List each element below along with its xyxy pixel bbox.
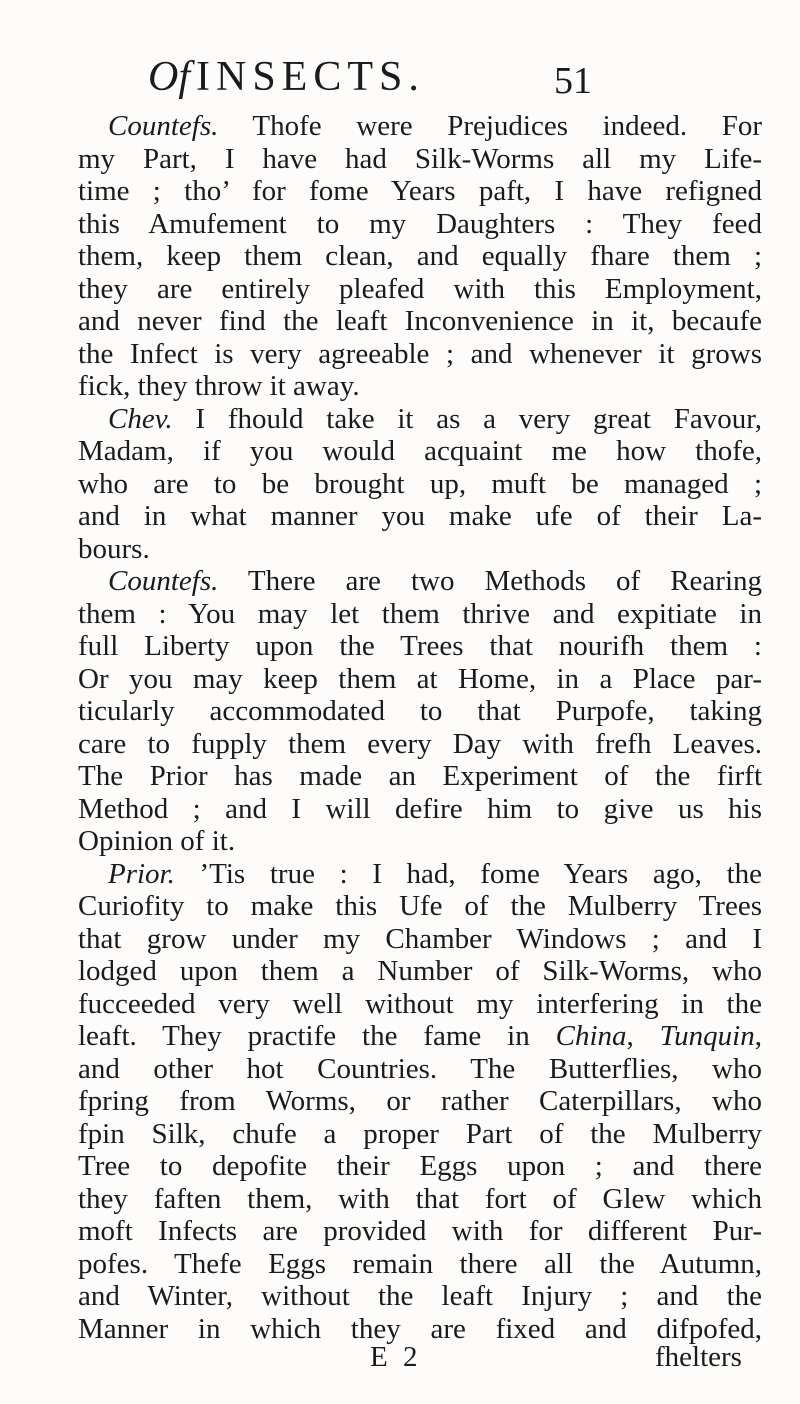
text-line: [78, 630, 762, 663]
place-name: China: [555, 1020, 627, 1052]
text-line: [78, 793, 762, 826]
text-line: [78, 143, 762, 176]
line-text: pofes. Thefe Eggs remain there all the Autumn,: [78, 1247, 762, 1280]
line-text: they faften them, with that fort of Glew which: [78, 1182, 762, 1215]
line-text: and never find the leaft Inconvenience in it, becaufe: [78, 305, 762, 337]
text-line: [78, 760, 762, 793]
line-text: my Part, I have had Silk-Worms all my Life-: [78, 142, 762, 175]
text-line: [78, 1248, 762, 1281]
running-head-of: Of: [148, 54, 190, 100]
line-text: Manner in which they are fixed and difpofed,: [78, 1312, 762, 1345]
line-text: The Prior has made an Experiment of the firft: [78, 760, 762, 792]
line-text: fpring from Worms, or rather Caterpillars, who: [78, 1085, 762, 1117]
text-line: [78, 728, 762, 761]
text-line: [78, 1183, 762, 1216]
text-line: [78, 1085, 762, 1118]
text-line: [78, 1053, 762, 1086]
line-text: There are two Methods of Rearing: [218, 565, 762, 597]
text-line: [78, 598, 762, 631]
line-text: and Winter, without the leaft Injury ; and the: [78, 1280, 762, 1312]
text-line: [78, 1215, 762, 1248]
text-line: [78, 175, 762, 208]
speaker-name: Countefs.: [108, 565, 219, 597]
line-text: time ; tho’ for fome Years paft, I have refigned: [78, 175, 762, 207]
line-text: them : You may let them thrive and expitiate in: [78, 597, 762, 630]
line-text: Curiofity to make this Ufe of the Mulberry Trees: [78, 890, 762, 922]
line-text: bours.: [78, 532, 150, 565]
line-text: them, keep them clean, and equally fhare them ;: [78, 240, 762, 272]
text-line: [78, 923, 762, 956]
text-line: [78, 858, 762, 891]
line-text: fucceeded very well without my interfering in the: [78, 987, 762, 1020]
page-number: 51: [554, 60, 592, 102]
text-line: [78, 435, 762, 468]
text-line: [78, 1150, 762, 1183]
line-text: and in what manner you make ufe of their La-: [78, 500, 762, 532]
text-line: [78, 825, 762, 858]
text-line: [78, 240, 762, 273]
text-line: [78, 1020, 762, 1053]
text-line: [78, 1118, 762, 1151]
line-text: who are to be brought up, muft be managed ;: [78, 467, 762, 500]
text-line: [78, 305, 762, 338]
line-text: full Liberty upon the Trees that nourifh them :: [78, 630, 762, 662]
line-text: that grow under my Chamber Windows ; and I: [78, 922, 762, 955]
text-line: [78, 468, 762, 501]
text-line: [78, 370, 762, 403]
running-head-title: [148, 52, 425, 102]
line-text: lodged upon them a Number of Silk-Worms, who: [78, 955, 762, 987]
text-line: [78, 988, 762, 1021]
running-head-insects: INSECTS.: [196, 54, 425, 100]
speaker-name: Countefs.: [108, 110, 219, 142]
line-text: Or you may keep them at Home, in a Place par-: [78, 662, 762, 695]
text-line: [78, 565, 762, 598]
text-line: [78, 663, 762, 696]
line-text: this Amufement to my Daughters : They feed: [78, 207, 762, 240]
text-fragment: leaft. They practife the fame in: [78, 1020, 556, 1052]
line-text: Madam, if you would acquaint me how thofe,: [78, 435, 762, 467]
text-line: [78, 955, 762, 988]
line-text: ticularly accommodated to that Purpofe, taking: [78, 695, 762, 727]
line-text: they are entirely pleafed with this Employment,: [78, 272, 762, 305]
text-line: [78, 208, 762, 241]
text-line: [78, 338, 762, 371]
text-line: [78, 533, 762, 566]
line-text: ’Tis true : I had, fome Years ago, the: [174, 857, 762, 890]
text-line: [78, 695, 762, 728]
line-text: care to fupply them every Day with frefh Leaves.: [78, 727, 762, 760]
text-fragment: ,: [754, 1020, 762, 1052]
text-line: [78, 500, 762, 533]
line-text: fpin Silk, chufe a proper Part of the Mulberry: [78, 1117, 762, 1150]
speaker-name: Prior.: [108, 857, 175, 890]
line-text: the Infect is very agreeable ; and whenever it grows: [78, 337, 762, 370]
line-text: and other hot Countries. The Butterflies, who: [78, 1052, 762, 1085]
line-text: I fhould take it as a very great Favour,: [172, 402, 762, 435]
text-line: [78, 110, 762, 143]
body-text: [78, 110, 762, 1345]
text-line: [78, 890, 762, 923]
text-line: [78, 403, 762, 436]
place-name: Tunquin: [659, 1020, 755, 1052]
line-text: Thofe were Prejudices indeed. For: [218, 110, 762, 142]
text-fragment: ,: [626, 1020, 660, 1052]
page-footer: [0, 1340, 800, 1374]
speaker-name: Chev.: [108, 402, 173, 435]
signature-mark: E 2: [370, 1341, 422, 1373]
text-line: [78, 1280, 762, 1313]
line-text: Method ; and I will defire him to give us his: [78, 792, 762, 825]
catchword: fhelters: [655, 1341, 742, 1373]
line-text: Opinion of it.: [78, 825, 236, 857]
line-text: Tree to depofite their Eggs upon ; and there: [78, 1150, 762, 1182]
line-text: fick, they throw it away.: [78, 370, 360, 402]
running-head: [0, 52, 800, 102]
text-line: [78, 273, 762, 306]
line-text: moft Infects are provided with for different Pur-: [78, 1215, 762, 1247]
